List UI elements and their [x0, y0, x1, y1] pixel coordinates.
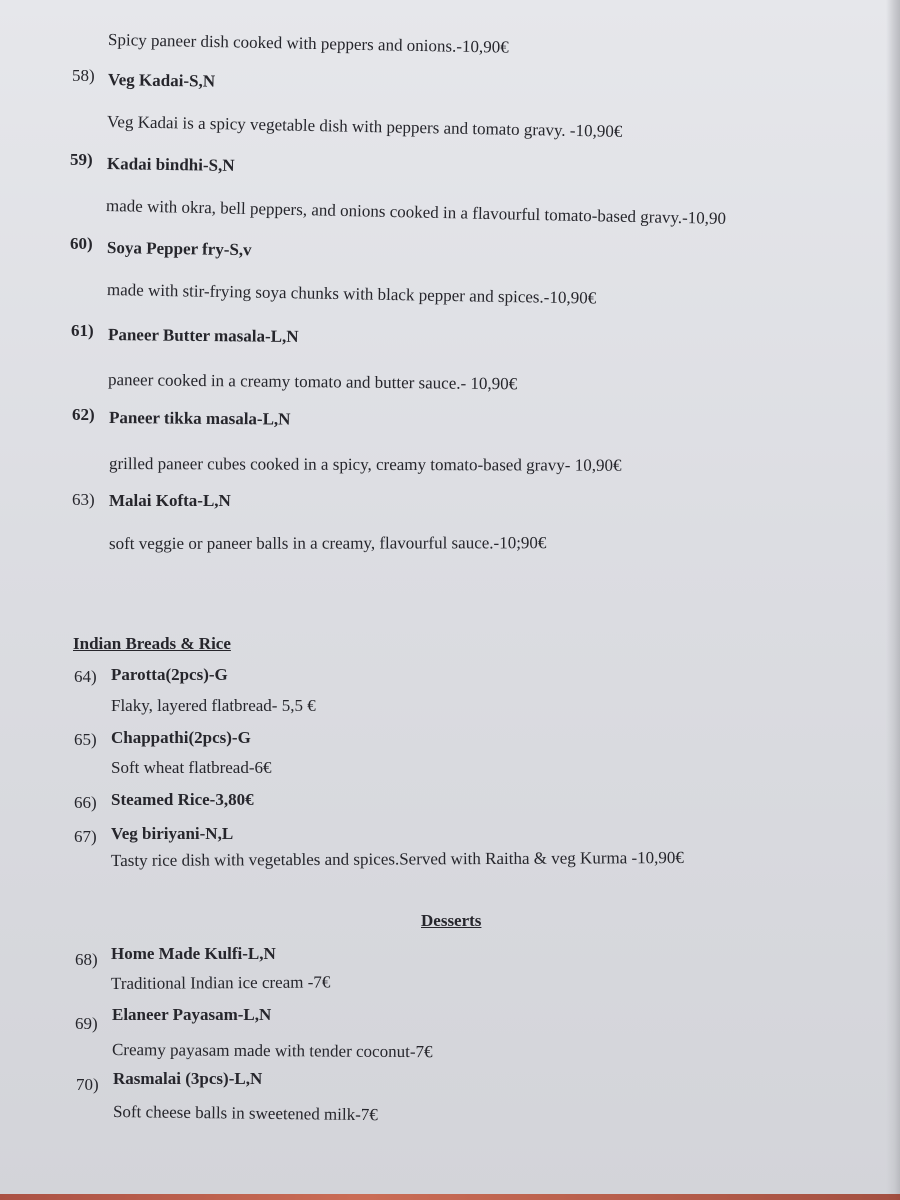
- item-description: Soft wheat flatbread-6€: [111, 758, 272, 777]
- tablecloth-edge: [0, 1194, 900, 1200]
- item-name: Paneer tikka masala-L,N: [108, 408, 291, 429]
- item-description: soft veggie or paneer balls in a creamy, flavourful sauce.-10;90€: [108, 533, 547, 553]
- page-edge-shadow: [886, 0, 900, 1200]
- item-name: Veg Kadai-S,N: [107, 70, 216, 91]
- item-description: Flaky, layered flatbread- 5,5 €: [111, 696, 316, 715]
- item-description: made with okra, bell peppers, and onions cooked in a flavourful tomato-based gravy.-10,90: [105, 196, 727, 228]
- item-name: Rasmalai (3pcs)-L,N: [113, 1069, 263, 1088]
- item-name: Kadai bindhi-S,N: [106, 154, 235, 176]
- item-description: Tasty rice dish with vegetables and spices.Served with Raitha & veg Kurma -10,90€: [110, 848, 684, 870]
- item-name: Steamed Rice-3,80€: [111, 790, 254, 809]
- item-number: 64): [74, 667, 97, 686]
- item-number: 67): [74, 827, 97, 846]
- item-name: Veg biriyani-N,L: [111, 824, 234, 843]
- item-number: 63): [72, 490, 95, 509]
- item-number: 66): [74, 793, 97, 812]
- item-description: paneer cooked in a creamy tomato and butter sauce.- 10,90€: [107, 370, 518, 394]
- item-number: 61): [71, 321, 94, 340]
- item-description: Traditional Indian ice cream -7€: [110, 972, 331, 993]
- item-description: Creamy payasam made with tender coconut-7€: [111, 1040, 433, 1062]
- item-number: 58): [72, 66, 95, 85]
- item-number: 62): [72, 405, 95, 424]
- item-number: 65): [74, 730, 97, 749]
- item-description: grilled paneer cubes cooked in a spicy, creamy tomato-based gravy- 10,90€: [108, 454, 622, 475]
- item-name: Paneer Butter masala-L,N: [107, 325, 299, 346]
- item-name: Soya Pepper fry-S,v: [106, 238, 252, 260]
- item-name: Home Made Kulfi-L,N: [111, 944, 276, 963]
- item-number: 68): [75, 950, 98, 969]
- item-57-description: Spicy paneer dish cooked with peppers and onions.-10,90€: [107, 30, 509, 57]
- item-name: Parotta(2pcs)-G: [111, 665, 228, 684]
- section-heading-desserts: Desserts: [421, 911, 482, 930]
- item-number: 70): [76, 1075, 99, 1094]
- item-name: Chappathi(2pcs)-G: [111, 728, 251, 747]
- item-number: 69): [75, 1014, 98, 1033]
- item-description: made with stir-frying soya chunks with black pepper and spices.-10,90€: [106, 280, 597, 308]
- item-description: Veg Kadai is a spicy vegetable dish with peppers and tomato gravy. -10,90€: [106, 112, 623, 141]
- item-description: Soft cheese balls in sweetened milk-7€: [112, 1102, 378, 1125]
- section-heading-breads: Indian Breads & Rice: [73, 634, 231, 653]
- item-name: Elaneer Payasam-L,N: [112, 1005, 272, 1024]
- item-number: 60): [70, 234, 93, 253]
- item-name: Malai Kofta-L,N: [109, 491, 231, 510]
- item-number: 59): [70, 150, 93, 169]
